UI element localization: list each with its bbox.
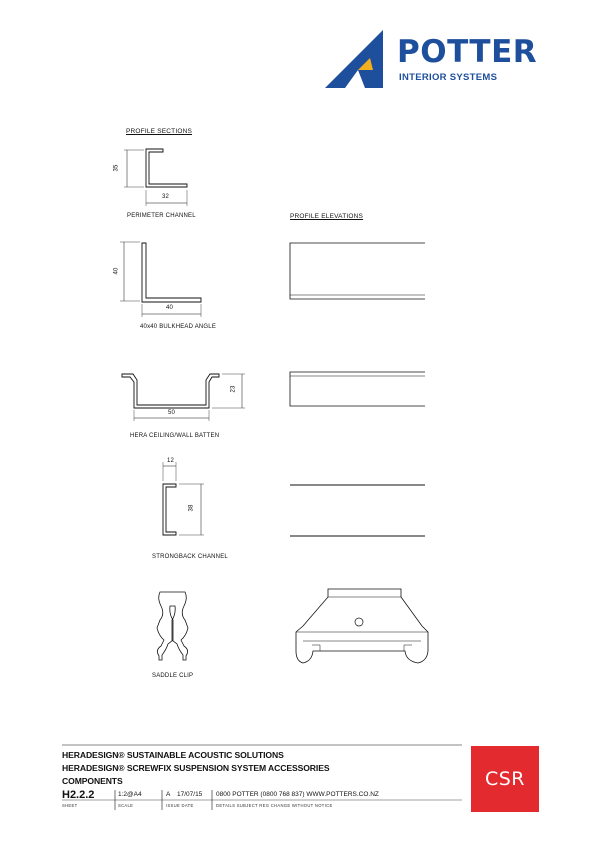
- strongback-elevation: [290, 485, 425, 536]
- strongback-label: STRONGBACK CHANNEL: [152, 554, 228, 560]
- bulkhead-height-dim: 40: [113, 267, 120, 275]
- saddle-clip-elevation: [296, 589, 428, 663]
- batten-width-dim: 50: [168, 410, 176, 416]
- issue-value: A: [166, 791, 171, 798]
- scale-value: 1:2@A4: [118, 791, 142, 798]
- bulkhead-width-dim: 40: [166, 305, 174, 311]
- contact-info: 0800 POTTER (0800 768 837) WWW.POTTERS.CO.NZ: [216, 791, 379, 798]
- strongback-height-dim: 38: [188, 504, 195, 512]
- sheet-caption: SHEET: [62, 803, 78, 808]
- title-line-1: HERADESIGN® SUSTAINABLE ACOUSTIC SOLUTIONS: [62, 750, 284, 760]
- strongback-section: [163, 462, 204, 535]
- perimeter-width-dim: 32: [162, 194, 170, 200]
- profile-elevations-heading: PROFILE ELEVATIONS: [290, 213, 364, 220]
- logo-tagline: INTERIOR SYSTEMS: [399, 72, 498, 83]
- title-line-3: COMPONENTS: [62, 776, 123, 786]
- batten-height-dim: 23: [230, 385, 237, 393]
- profile-sections-heading: PROFILE SECTIONS: [126, 128, 193, 135]
- title-line-2: HERADESIGN® SCREWFIX SUSPENSION SYSTEM ACCESSORIES: [62, 763, 330, 773]
- saddle-clip-section: [157, 592, 188, 660]
- perimeter-channel-section: [124, 149, 187, 206]
- perimeter-height-dim: 35: [113, 164, 120, 172]
- batten-section: [122, 374, 245, 421]
- perimeter-channel-label: PERIMETER CHANNEL: [127, 213, 196, 219]
- logo-brand: POTTER: [397, 34, 538, 70]
- bulkhead-elevation: [290, 243, 425, 299]
- sheet-number: H2.2.2: [62, 789, 95, 801]
- issue-date-caption: ISSUE DATE: [166, 803, 194, 808]
- strongback-top-dim: 12: [167, 458, 175, 464]
- bulkhead-angle-label: 40x40 BULKHEAD ANGLE: [140, 324, 217, 330]
- contact-caption: DETAILS SUBJECT REG CHANGE WITHOUT NOTICE: [216, 803, 333, 808]
- batten-elevation: [290, 372, 425, 406]
- batten-label: HERA CEILING/WALL BATTEN: [130, 433, 220, 439]
- scale-caption: SCALE: [118, 803, 134, 808]
- date-value: 17/07/15: [177, 791, 203, 798]
- bulkhead-angle-section: [120, 242, 201, 317]
- csr-logo: CSR: [471, 746, 539, 812]
- saddle-clip-label: SADDLE CLIP: [152, 673, 194, 679]
